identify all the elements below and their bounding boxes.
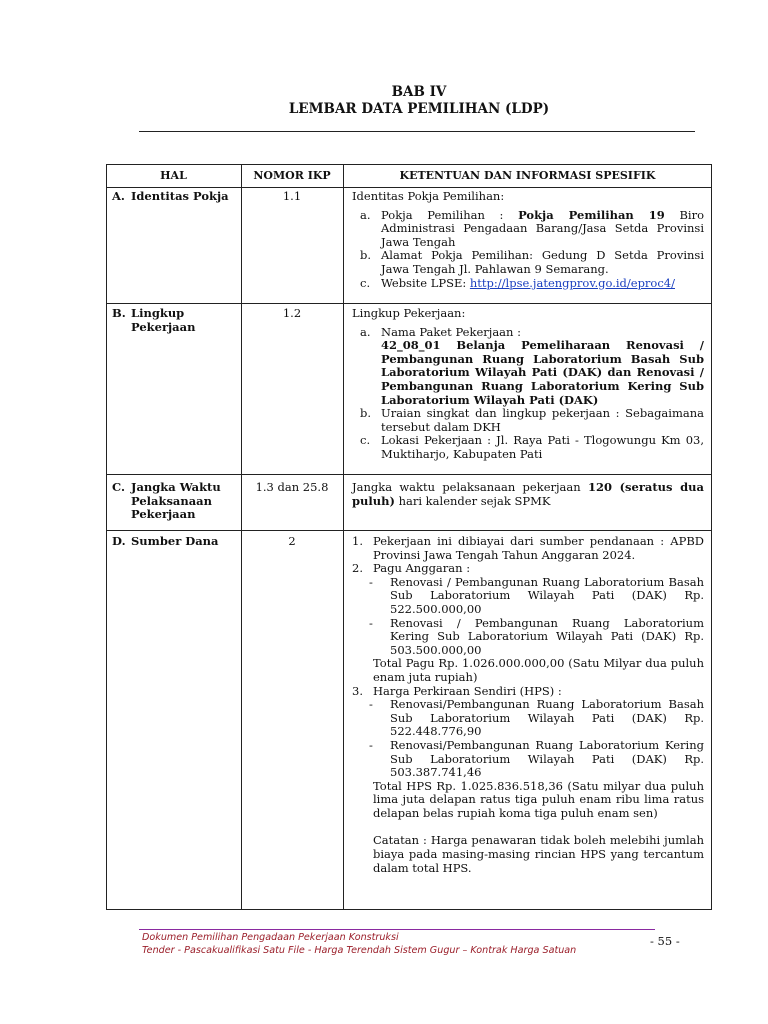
row-divider: [106, 303, 712, 304]
header-hal: HAL: [160, 169, 187, 182]
row-d-ketentuan: 1. Pekerjaan ini dibiayai dari sumber pendanaan : APBD Provinsi Jawa Tengah Tahun Anggaran 2024. 2. Pagu Anggaran : - Renovasi / Pembangunan Ruang Laboratorium Basah Sub Laboratorium Wilayah Pati (DAK) Rp. 522.500.000,00 - Renovasi / Pembangunan Ruang Laboratorium Kering Sub Laboratorium Wilayah Pati (DAK) Rp. 503.500.000,00 Total Pagu Rp. 1.026.000.000,00 (Satu Milyar dua puluh enam juta rupiah) 3. Harga Perkiraan Sendiri (HPS) : - Renovasi/Pembangunan Ruang Laboratorium Basah Sub Laboratorium Wilayah Pati (DAK) Rp. 522.448.776,90 - Renovasi/Pembangunan Ruang Laboratorium Kering Sub Laboratorium Wilayah Pati (DAK) Rp. 503.387.741,46 Total HPS Rp. 1.025.836.518,36 (Satu milyar dua puluh lima juta delapan ratus tiga puluh enam ribu lima ratus delapan belas rupiah koma tiga puluh enam sen) Catatan : Harga penawaran tidak boleh melebihi jumlah biaya pada masing-masing rincian HPS yang tercantum dalam total HPS.: [352, 534, 704, 875]
row-divider: [106, 474, 712, 475]
lpse-link[interactable]: http://lpse.jatengprov.go.id/eproc4/: [469, 275, 675, 290]
row-d-nomor: 2: [288, 534, 296, 548]
row-a-hal: A. Identitas Pokja: [112, 189, 229, 203]
row-c-hal: C. Jangka Waktu Pelaksanaan Pekerjaan: [112, 480, 221, 522]
row-a-nomor: 1.1: [282, 189, 302, 203]
chapter-subtitle: LEMBAR DATA PEMILIHAN (LDP): [288, 101, 550, 117]
row-b-ketentuan: Lingkup Pekerjaan: a. Nama Paket Pekerjaan : 42_08_01 Belanja Pemeliharaan Renovasi / Pembangunan Ruang Laboratorium Basah Sub Laboratorium Wilayah Pati (DAK) dan Renovasi / Pembangunan Ruang Laboratorium Kering Sub Laboratorium Wilayah Pati (DAK) b. Uraian singkat dan lingkup pekerjaan : Sebagaimana tersebut dalam DKH c. Lokasi Pekerjaan : Jl. Raya Pati - Tlogowungu Km 03, Muktiharjo, Kabupaten Pati: [352, 306, 704, 461]
header-ketentuan: KETENTUAN DAN INFORMASI SPESIFIK: [399, 169, 656, 182]
footer-rule: [139, 929, 655, 930]
row-c-ketentuan: Jangka waktu pelaksanaan pekerjaan 120 (seratus dua puluh) hari kalender sejak SPMK: [352, 480, 704, 508]
page-number: - 55 -: [650, 934, 680, 948]
row-b-hal: B. Lingkup Pekerjaan: [112, 306, 196, 334]
chapter-title: BAB IV: [391, 84, 447, 100]
hps-note: Catatan : Harga penawaran tidak boleh melebihi jumlah biaya pada masing-masing rincian HPS yang tercantum dalam total HPS.: [373, 833, 704, 875]
row-d-hal: D. Sumber Dana: [112, 534, 219, 548]
footer-doc-subtitle: Tender - Pascakualifikasi Satu File - Harga Terendah Sistem Gugur – Kontrak Harga Satuan: [142, 945, 577, 956]
row-c-nomor: 1.3 dan 25.8: [255, 480, 329, 494]
row-a-ketentuan: Identitas Pokja Pemilihan: a. Pokja Pemilihan : Pokja Pemilihan 19 Biro Administrasi Pengadaan Barang/Jasa Setda Provinsi Jawa Tengah b. Alamat Pokja Pemilihan: Gedung D Setda Provinsi Jawa Tengah Jl. Pahlawan 9 Semarang. c. Website LPSE: http://lpse.jatengprov.go.id/eproc4/: [352, 189, 705, 290]
row-divider: [106, 530, 712, 531]
column-divider: [343, 164, 344, 910]
row-divider: [106, 187, 712, 188]
title-rule: [139, 131, 695, 132]
row-b-nomor: 1.2: [282, 306, 302, 320]
footer-doc-title: Dokumen Pemilihan Pengadaan Pekerjaan Konstruksi: [142, 932, 399, 943]
header-nomor-ikp: NOMOR IKP: [253, 169, 331, 182]
